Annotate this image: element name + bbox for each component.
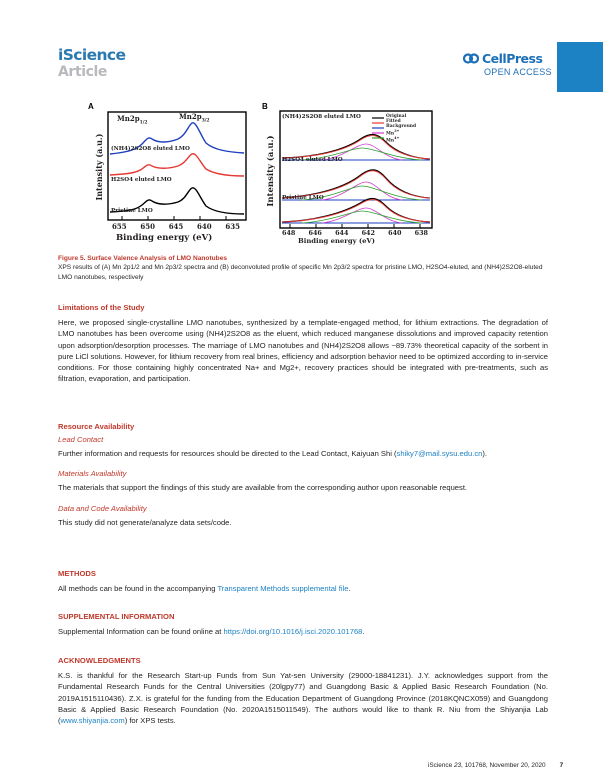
paragraph: Here, we proposed single-crystalline LMO nanotubes, synthesized by a template-engaged method, for lithium extractions. The degradation of LMO nanotubes has been overcome using (NH4)2S2O8 as the eluent, which reduced manganese dissolutions and improved capacity retention upon adsorption/desorption processes. The marriage of LMO nanotubes and (NH4)2S2O8 allows ~89.73% theoretical capacity of the sorbent in pure LiCl solutions. However, for lithium recovery from real brines, efficiency and adsorption behavior need to be optimized according to in-service conditions. For those containing highly concentrated Na+ and Mg2+, recovery practices should be integrated with pre-treatments, such as filtration, evaporation, and participation.: [58, 318, 548, 384]
trace-label-pristine-b: Pristine LMO: [282, 195, 324, 201]
section-heading: Resource Availability: [58, 422, 135, 431]
x-tick: 655: [112, 222, 127, 231]
h2so4-spectrum-a: [110, 154, 244, 176]
x-tick: 640: [388, 229, 402, 237]
legend-item: $Mn^{4+}$: [386, 136, 400, 144]
trace-label-h2so4-a: H2SO4 eluted LMO: [111, 177, 172, 183]
section-heading: ACKNOWLEDGMENTS: [58, 656, 141, 665]
journal-title: [58, 48, 125, 79]
trace-label-pristine-a: Pristine LMO: [111, 208, 153, 214]
lead-contact-email-link[interactable]: shiky7@mail.sysu.edu.cn: [396, 449, 483, 458]
x-tick: 635: [225, 222, 240, 231]
section-supplemental: [58, 612, 548, 637]
trace-label-nh4-b: (NH4)2S2O8 eluted LMO: [282, 114, 361, 120]
section-heading: Limitations of the Study: [58, 303, 145, 312]
caption-title: Figure 5. Surface Valence Analysis of LMO Nanotubes: [58, 255, 228, 262]
figure-panel-b: [262, 102, 440, 246]
x-axis-label-b: Binding energy (eV): [298, 237, 375, 245]
section-heading: METHODS: [58, 569, 96, 578]
section-methods: [58, 569, 548, 594]
article-type: Article: [58, 63, 108, 80]
x-ticks-b: [282, 229, 428, 237]
page-number: 7: [559, 762, 564, 769]
publisher-name: CellPress: [482, 51, 543, 66]
open-access-label: OPEN ACCESS: [484, 67, 552, 77]
journal-name: iScience: [58, 46, 126, 64]
paragraph: The materials that support the findings of this study are available from the corresponding author upon reasonable request.: [58, 483, 468, 493]
trace-label-nh4-a: (NH4)2S2O8 eluted LMO: [111, 146, 190, 152]
x-tick: 642: [361, 229, 375, 237]
subsection-heading: Lead Contact: [58, 435, 104, 444]
legend-item: Original: [386, 114, 407, 119]
legend-item: Background: [386, 124, 417, 129]
figure-panel-a: [88, 102, 254, 246]
legend-b: [386, 114, 416, 144]
page-footer: iScience 23, 101768, November 20, 2020 7: [428, 762, 564, 769]
x-tick: 650: [140, 222, 155, 231]
y-axis-label-a: Intensity (a.u.): [94, 133, 104, 201]
legend-item: Fitted: [386, 119, 401, 124]
publisher-brand: [463, 51, 552, 77]
x-tick: 644: [335, 229, 349, 237]
corner-accent-block: [557, 42, 603, 92]
section-acknowledgments: [58, 656, 548, 726]
panel-a-letter: A: [88, 102, 94, 111]
paragraph: This study did not generate/analyze data sets/code.: [58, 517, 232, 527]
paragraph: All methods can be found in the accompanying Transparent Methods supplemental file.: [58, 584, 351, 593]
x-ticks-a: [112, 222, 240, 231]
paragraph: Supplemental Information can be found online at https://doi.org/10.1016/j.isci.2020.101768.: [58, 627, 365, 636]
peak-label-mn2p32: $Mn2p_{3/2}$: [179, 112, 210, 124]
transparent-methods-link[interactable]: Transparent Methods supplemental file: [217, 584, 349, 593]
x-tick: 640: [197, 222, 212, 231]
subsection-heading: Materials Availability: [58, 469, 127, 479]
y-axis-label-b: Intensity (a.u.): [266, 135, 276, 207]
trace-label-h2so4-b: H2SO4 eluted LMO: [282, 157, 343, 163]
figure-caption: [58, 254, 548, 282]
panel-b-letter: B: [262, 102, 268, 111]
doi-link[interactable]: https://doi.org/10.1016/j.isci.2020.101768: [223, 627, 363, 636]
x-tick: 645: [168, 222, 184, 231]
x-tick: 646: [308, 229, 322, 237]
section-limitations: [58, 303, 548, 385]
paragraph: Further information and requests for resources should be directed to the Lead Contact, Kaiyuan Shi (shiky7@mail.sysu.edu.cn).: [58, 449, 487, 458]
x-axis-label-a: Binding energy (eV): [116, 233, 213, 243]
cellpress-logo-icon: [463, 52, 479, 65]
subsection-heading: Data and Code Availability: [58, 503, 147, 513]
paragraph: K.S. is thankful for the Research Start-up Funds from Sun Yat-sen University (29000-18841231). J.Y. acknowledges support from the Fundamental Research Funds for the Central Universities (20lgpy77) and Guangdong Basic & Applied Basic Research Foundation (No. 2019A1515110436). Z.X. is grateful for the funding from the Education Department of Guangdong Province (2018KQNCX059) and Guangdong Basic & Applied Basic Research Foundation (No. 2020A1515011549). The authors would like to thank R. Niu from the Shiyanjia Lab (www.shiyanjia.com) for XPS tests.: [58, 671, 548, 726]
legend-item: $Mn^{3+}$: [386, 129, 400, 137]
x-tick: 638: [414, 229, 428, 237]
x-tick: 648: [282, 229, 296, 237]
shiyanjia-link[interactable]: www.shiyanjia.com: [60, 716, 125, 726]
peak-label-mn2p12: $Mn2p_{1/2}$: [117, 114, 148, 126]
section-heading: SUPPLEMENTAL INFORMATION: [58, 612, 175, 621]
section-resource-availability: [58, 422, 548, 528]
caption-text: XPS results of (A) Mn 2p1/2 and Mn 2p3/2 spectra and (B) deconvoluted profile of specific Mn 2p3/2 spectra for pristine LMO, H2SO4-eluted, and (NH4)2S2O8-eluted LMO nanotubes, respectively: [58, 264, 543, 281]
